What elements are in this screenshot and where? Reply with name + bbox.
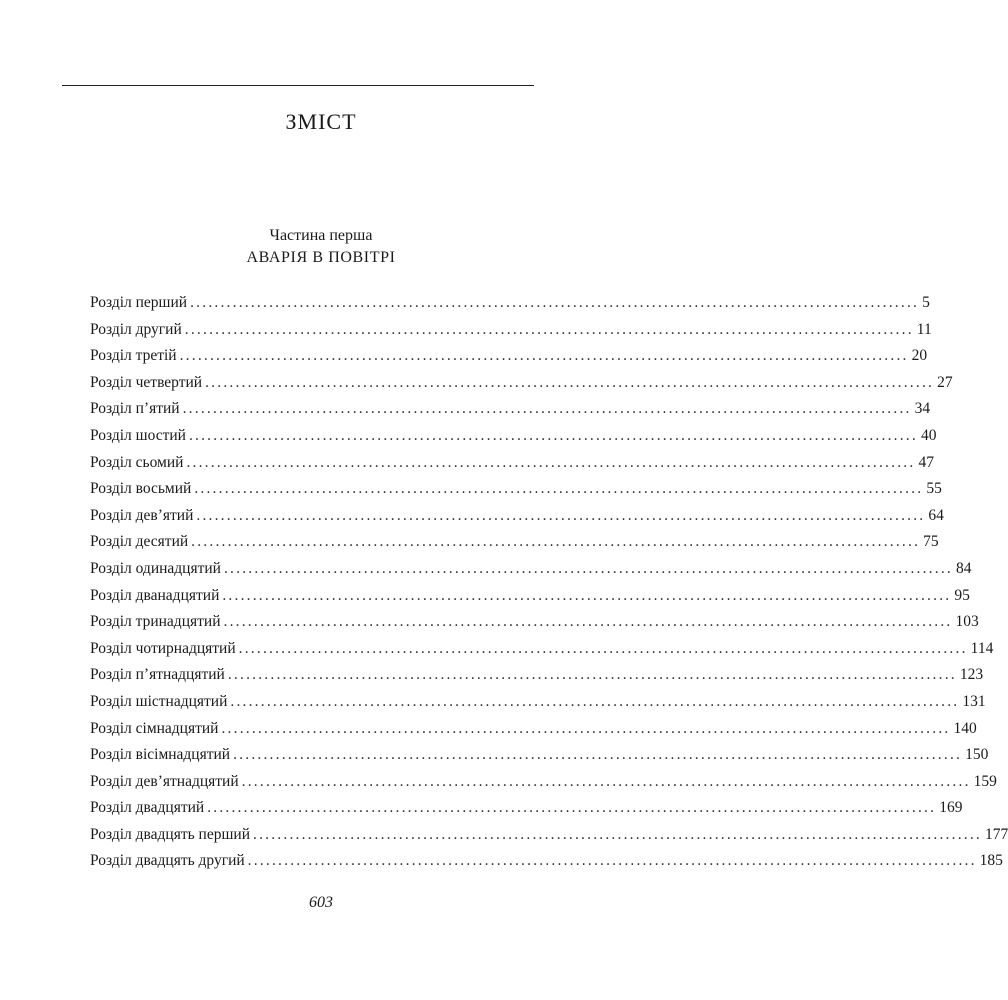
chapter-title: Розділ дев’ятий xyxy=(90,506,194,524)
chapter-title: Розділ другий xyxy=(90,320,182,338)
page-number: 114 xyxy=(970,639,994,657)
toc-entry[interactable] xyxy=(90,716,977,743)
toc-entry[interactable] xyxy=(90,556,972,583)
page-number: 159 xyxy=(973,772,997,790)
top-rule xyxy=(62,85,534,86)
dot-leader: ........................................................................................................................ xyxy=(184,320,914,338)
page-number: 20 xyxy=(911,347,928,365)
toc-entry[interactable] xyxy=(90,636,994,663)
chapter-title: Розділ шістнадцятий xyxy=(90,692,228,710)
chapter-title: Розділ сьомий xyxy=(90,453,184,471)
chapter-title: Розділ вісімнадцятий xyxy=(90,746,231,764)
toc-entry[interactable] xyxy=(90,396,931,423)
page-number: 55 xyxy=(926,480,942,498)
page-number: 150 xyxy=(965,746,989,764)
page-number: 27 xyxy=(937,373,953,391)
dot-leader: ........................................................................................................................ xyxy=(238,639,968,657)
chapter-title: Розділ п’ятий xyxy=(90,400,180,418)
page-number: 40 xyxy=(920,426,937,444)
dot-leader: ........................................................................................................................ xyxy=(253,825,982,843)
page-number-footer: 603 xyxy=(309,894,333,911)
chapter-title: Розділ восьмий xyxy=(90,480,192,498)
page-number: 47 xyxy=(918,453,934,471)
toc-entry[interactable] xyxy=(90,822,1008,849)
dot-leader: ........................................................................................................................ xyxy=(222,586,952,604)
dot-leader: ........................................................................................................................ xyxy=(179,347,909,365)
toc-entry[interactable] xyxy=(90,689,986,716)
page-number: 185 xyxy=(979,852,1003,870)
dot-leader: ........................................................................................................................ xyxy=(223,613,953,631)
toc-entry[interactable] xyxy=(90,370,953,397)
dot-leader: ........................................................................................................................ xyxy=(196,506,926,524)
dot-leader: ........................................................................................................................ xyxy=(223,559,953,577)
toc-entry[interactable] xyxy=(90,742,989,769)
toc-entry[interactable] xyxy=(90,529,939,556)
chapter-title: Розділ перший xyxy=(90,294,188,311)
dot-leader: ........................................................................................................................ xyxy=(205,373,935,391)
page-number: 5 xyxy=(922,294,930,311)
page-number: 95 xyxy=(954,586,970,604)
chapter-title: Розділ двадцять другий xyxy=(90,852,245,870)
page-title: ЗМІСТ xyxy=(285,109,357,134)
toc-entry[interactable] xyxy=(90,317,932,344)
chapter-title: Розділ двадцятий xyxy=(90,799,205,817)
chapter-title: Розділ четвертий xyxy=(90,373,203,391)
chapter-title: Розділ двадцять перший xyxy=(90,825,250,843)
dot-leader: ........................................................................................................................ xyxy=(182,400,912,418)
chapter-title: Розділ сімнадцятий xyxy=(90,719,219,737)
chapter-title: Розділ одинадцятий xyxy=(90,559,221,577)
dot-leader: ........................................................................................................................ xyxy=(221,719,951,737)
chapter-title: Розділ дванадцятий xyxy=(90,586,220,604)
toc-entry[interactable] xyxy=(90,583,970,610)
page-number: 131 xyxy=(962,692,986,710)
toc-entry[interactable] xyxy=(90,503,944,530)
page-number: 177 xyxy=(985,825,1008,843)
page-number: 140 xyxy=(953,719,977,737)
dot-leader: ........................................................................................................................ xyxy=(194,480,924,498)
chapter-title: Розділ чотирнадцятий xyxy=(90,639,236,657)
dot-leader: ........................................................................................................................ xyxy=(188,426,918,444)
page-number: 34 xyxy=(914,400,931,418)
table-of-contents xyxy=(90,290,1008,875)
toc-entry[interactable] xyxy=(90,290,930,317)
dot-leader: ........................................................................................................................ xyxy=(191,533,921,551)
dot-leader: ........................................................................................................................ xyxy=(230,692,960,710)
chapter-title: Розділ шостий xyxy=(90,426,186,444)
part-title: АВАРІЯ В ПОВІТРІ xyxy=(246,249,396,266)
toc-entry[interactable] xyxy=(90,609,979,636)
dot-leader: ........................................................................................................................ xyxy=(247,852,977,870)
toc-entry[interactable] xyxy=(90,343,928,370)
toc-entry[interactable] xyxy=(90,662,984,689)
dot-leader: ........................................................................................................................ xyxy=(241,772,971,790)
page-number: 123 xyxy=(959,666,984,684)
toc-entry[interactable] xyxy=(90,769,997,796)
toc-entry[interactable] xyxy=(90,423,937,450)
part-label: Частина перша xyxy=(269,227,373,244)
dot-leader: ........................................................................................................................ xyxy=(190,294,920,311)
chapter-title: Розділ п’ятнадцятий xyxy=(90,666,225,684)
dot-leader: ........................................................................................................................ xyxy=(227,666,957,684)
page-number: 75 xyxy=(923,533,939,551)
dot-leader: ........................................................................................................................ xyxy=(233,746,963,764)
page-number: 84 xyxy=(955,559,972,577)
page-number: 64 xyxy=(928,506,944,524)
page-number: 103 xyxy=(955,613,979,631)
toc-entry[interactable] xyxy=(90,795,963,822)
chapter-title: Розділ третій xyxy=(90,347,177,365)
page-number: 169 xyxy=(939,799,963,817)
toc-entry[interactable] xyxy=(90,476,942,503)
chapter-title: Розділ дев’ятнадцятий xyxy=(90,772,239,790)
dot-leader: ........................................................................................................................ xyxy=(207,799,937,817)
dot-leader: ........................................................................................................................ xyxy=(186,453,916,471)
page-number: 11 xyxy=(916,320,932,338)
toc-entry[interactable] xyxy=(90,450,934,477)
toc-entry[interactable] xyxy=(90,848,1003,875)
chapter-title: Розділ тринадцятий xyxy=(90,613,221,631)
chapter-title: Розділ десятий xyxy=(90,533,189,551)
